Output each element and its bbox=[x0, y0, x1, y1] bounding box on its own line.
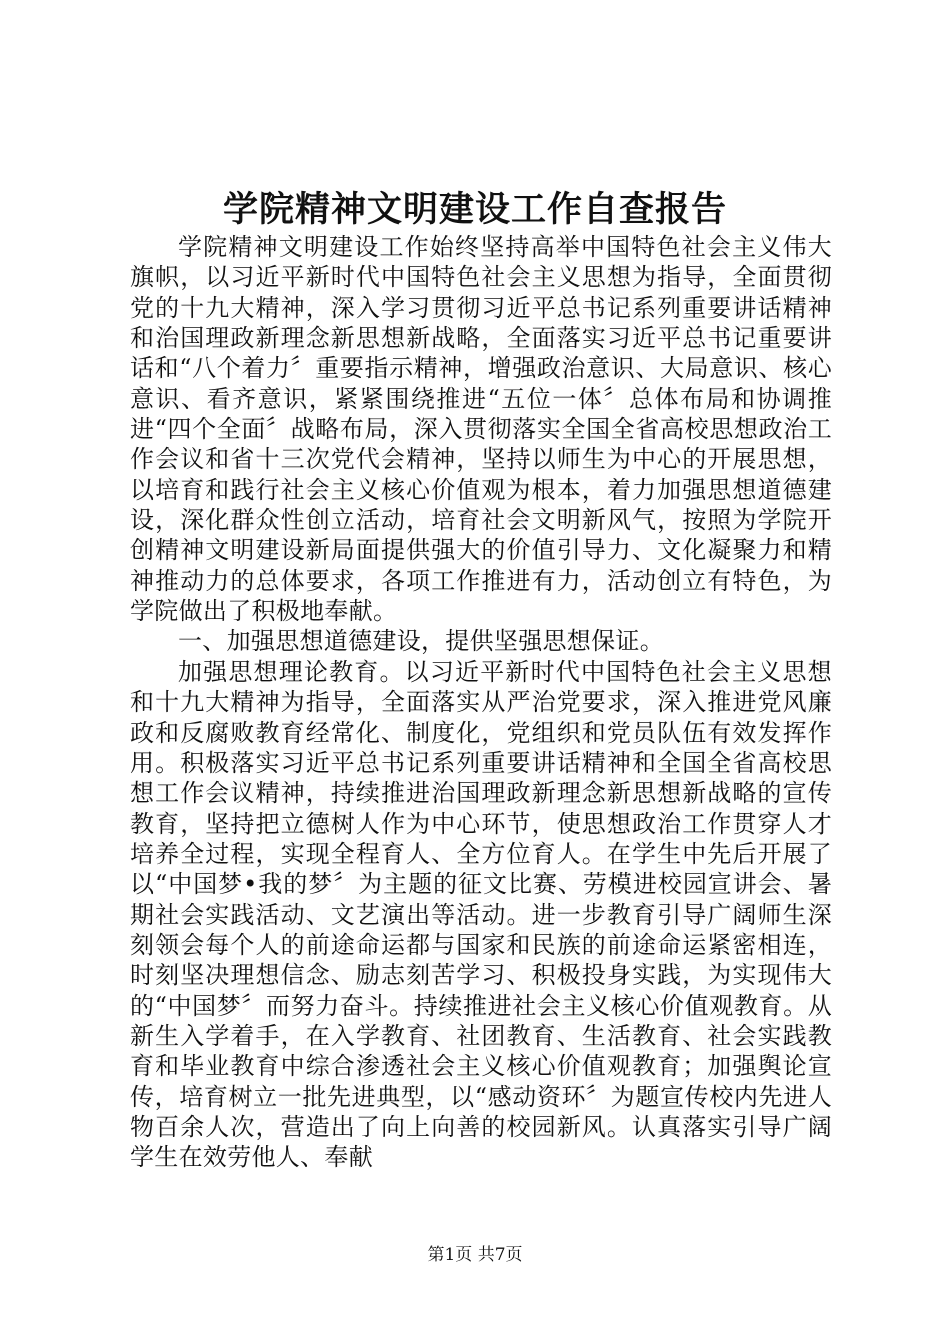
page-footer: 第1页 共7页 bbox=[427, 1245, 523, 1265]
section-heading-1: 一、加强思想道德建设，提供坚强思想保证。 bbox=[178, 627, 664, 656]
intro-paragraph: 学院精神文明建设工作始终坚持高举中国特色社会主义伟大旗帜，以习近平新时代中国特色社会主义思想为指导，全面贯彻党的十九大精神，深入学习贯彻习近平总书记系列重要讲话精神和治国理政新理念新思想新战略，全面落实习近平总书记重要讲话和“八个着力〞重要指示精神，增强政治意识、大局意识、核心意识、看齐意识，紧紧围绕推进“五位一体〞总体布局和协调推进“四个全面〞战略布局，深入贯彻落实全国全省高校思想政治工作会议和省十三次党代会精神，坚持以师生为中心的开展思想，以培育和践行社会主义核心价值观为根本，着力加强思想道德建设，深化群众性创立活动，培育社会文明新风气，按照为学院开创精神文明建设新局面提供强大的价值引导力、文化凝聚力和精神推动力的总体要求，各项工作推进有力，活动创立有特色，为学院做出了积极地奉献。 bbox=[130, 233, 832, 626]
document-body bbox=[130, 232, 832, 1173]
section-paragraph: 加强思想理论教育。以习近平新时代中国特色社会主义思想和十九大精神为指导，全面落实从严治党要求，深入推进党风廉政和反腐败教育经常化、制度化，党组织和党员队伍有效发挥作用。积极落实习近平总书记系列重要讲话精神和全国全省高校思想工作会议精神，持续推进治国理政新理念新思想新战略的宣传教育，坚持把立德树人作为中心环节，使思想政治工作贯穿人才培养全过程，实现全程育人、全方位育人。在学生中先后开展了以“中国梦•我的梦〞为主题的征文比赛、劳模进校园宣讲会、暑期社会实践活动、文艺演出等活动。进一步教育引导广阔师生深刻领会每个人的前途命运都与国家和民族的前途命运紧密相连，时刻坚决理想信念、励志刻苦学习、积极投身实践，为实现伟大的“中国梦〞而努力奋斗。持续推进社会主义核心价值观教育。从新生入学着手，在入学教育、社团教育、生活教育、社会实践教育和毕业教育中综合渗透社会主义核心价值观教育；加强舆论宣传，培育树立一批先进典型，以“感动资环〞为题宣传校内先进人物百余人次，营造出了向上向善的校园新风。认真落实引导广阔学生在效劳他人、奉献 bbox=[130, 657, 832, 1172]
document-title: 学院精神文明建设工作自查报告 bbox=[222, 189, 727, 230]
